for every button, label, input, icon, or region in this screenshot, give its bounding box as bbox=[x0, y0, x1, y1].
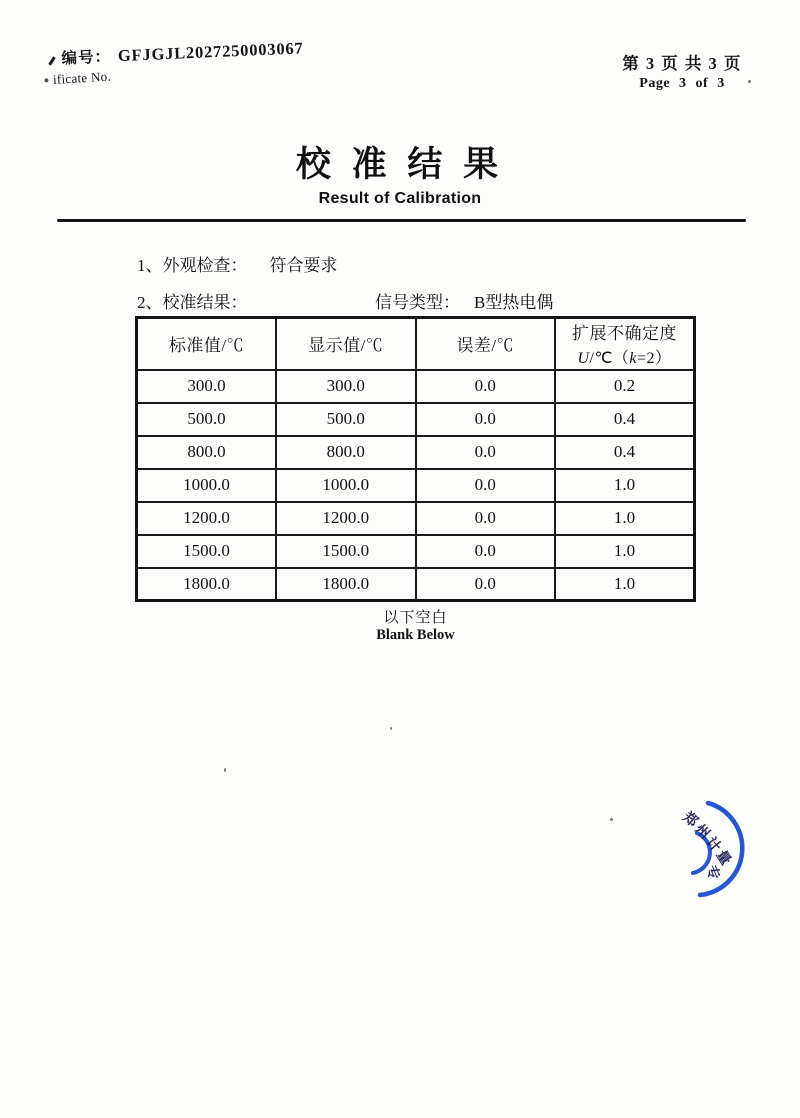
torn-edge-stroke bbox=[48, 56, 55, 65]
table-cell: 800.0 bbox=[137, 436, 277, 469]
uncertainty-header-line1: 扩展不确定度 bbox=[572, 324, 677, 344]
table-row bbox=[137, 403, 695, 436]
table-cell: 0.0 bbox=[416, 436, 556, 469]
pagination-block bbox=[607, 50, 757, 92]
table-cell: 1200.0 bbox=[137, 502, 277, 535]
table-row bbox=[137, 469, 695, 502]
table-cell: 500.0 bbox=[137, 403, 277, 436]
calibration-result-table bbox=[135, 316, 696, 602]
item1-label: 外观检查： bbox=[162, 256, 248, 275]
table-cell: 500.0 bbox=[276, 403, 416, 436]
page-number-en: Page 3 of 3 bbox=[639, 76, 725, 91]
page-title-cn: 校 准 结 果 bbox=[295, 145, 505, 184]
table-cell: 0.0 bbox=[416, 403, 556, 436]
page-number-cn: 第 3 页 共 3 页 bbox=[622, 54, 742, 73]
scan-speck bbox=[748, 80, 751, 83]
item-appearance-check bbox=[137, 251, 338, 276]
table-row bbox=[137, 568, 695, 601]
table-cell: 0.0 bbox=[416, 502, 556, 535]
table-cell: 0.0 bbox=[416, 535, 556, 568]
seal-char: 计 bbox=[703, 833, 725, 855]
seal-char: 专 bbox=[703, 863, 724, 883]
uncertainty-header-line2: U/℃（k=2） bbox=[577, 350, 672, 368]
signal-type-value: B型热电偶 bbox=[474, 293, 554, 312]
certificate-number-label-cn: 编号： bbox=[61, 48, 112, 68]
seal-char: 郑 bbox=[680, 808, 702, 830]
item2-label: 校准结果： bbox=[162, 293, 248, 312]
seal-char: 量 bbox=[713, 847, 735, 868]
table-cell: 1000.0 bbox=[276, 469, 416, 502]
table-cell: 800.0 bbox=[276, 436, 416, 469]
item-calibration-result bbox=[137, 288, 697, 313]
col-header-expanded-uncertainty bbox=[555, 318, 695, 370]
official-seal-partial bbox=[638, 782, 788, 912]
table-row bbox=[137, 436, 695, 469]
table-row bbox=[137, 502, 695, 535]
table-cell: 0.0 bbox=[416, 568, 556, 601]
table-cell: 0.0 bbox=[416, 370, 556, 403]
scan-speck bbox=[390, 727, 392, 730]
table-cell: 0.2 bbox=[555, 370, 695, 403]
item2-number: 2、 bbox=[137, 293, 163, 312]
blank-below-en: Blank Below bbox=[376, 627, 455, 643]
table-cell: 1800.0 bbox=[276, 568, 416, 601]
table-cell: 0.4 bbox=[555, 436, 695, 469]
table-cell: 1500.0 bbox=[137, 535, 277, 568]
table-cell: 1.0 bbox=[555, 469, 695, 502]
scan-smudge bbox=[44, 78, 48, 82]
page-title-en: Result of Calibration bbox=[318, 190, 482, 207]
col-header-displayed-value: 显示值/℃ bbox=[276, 318, 416, 370]
table-cell: 300.0 bbox=[137, 370, 277, 403]
scan-speck bbox=[610, 818, 613, 821]
item1-value: 符合要求 bbox=[269, 256, 338, 275]
signal-type-group bbox=[375, 288, 553, 313]
table-cell: 1500.0 bbox=[276, 535, 416, 568]
seal-outer-arc bbox=[700, 803, 742, 895]
title-divider-rule bbox=[57, 219, 746, 222]
signal-type-label: 信号类型： bbox=[375, 293, 460, 312]
table-cell: 300.0 bbox=[276, 370, 416, 403]
table-cell: 1000.0 bbox=[137, 469, 277, 502]
table-cell: 0.4 bbox=[555, 403, 695, 436]
certificate-number-block bbox=[50, 36, 305, 86]
table-cell: 0.0 bbox=[416, 469, 556, 502]
blank-below-cn: 以下空白 bbox=[383, 610, 448, 626]
scan-speck bbox=[224, 768, 226, 772]
seal-char: 州 bbox=[692, 820, 714, 842]
table-cell: 1200.0 bbox=[276, 502, 416, 535]
item1-number: 1、 bbox=[137, 256, 163, 275]
table-cell: 1.0 bbox=[555, 502, 695, 535]
table-row bbox=[137, 370, 695, 403]
table-row bbox=[137, 535, 695, 568]
table-cell: 1.0 bbox=[555, 568, 695, 601]
table-header-row bbox=[137, 318, 695, 370]
col-header-standard-value: 标准值/℃ bbox=[137, 318, 277, 370]
certificate-number-value: GFJGJL2027250003067 bbox=[117, 38, 304, 66]
table-cell: 1800.0 bbox=[137, 568, 277, 601]
table-cell: 1.0 bbox=[555, 535, 695, 568]
col-header-error: 误差/℃ bbox=[416, 318, 556, 370]
certificate-number-label-en: ificate No. bbox=[52, 68, 112, 88]
